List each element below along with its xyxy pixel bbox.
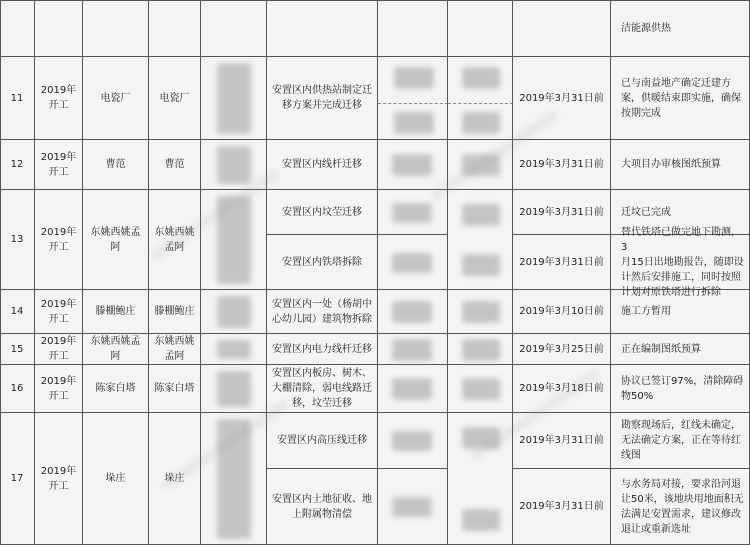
start-year-cell: 2019年 开工 bbox=[35, 334, 83, 365]
redacted-blur bbox=[392, 431, 432, 451]
redacted-blur bbox=[394, 112, 434, 134]
redacted-blur bbox=[462, 112, 500, 134]
deadline-cell: 2019年3月10日前 bbox=[513, 290, 611, 334]
redacted-blur bbox=[392, 497, 432, 517]
progress-note-cell: 正在编制图纸预算 bbox=[611, 334, 750, 365]
redacted-blur bbox=[462, 378, 500, 400]
row-number: 12 bbox=[0, 140, 35, 190]
village-cell: 陈家白塔 bbox=[149, 365, 201, 413]
progress-note-cell: 大项目办审核图纸预算 bbox=[611, 140, 750, 190]
redacted-cell bbox=[378, 0, 448, 57]
deadline-cell: 2019年3月31日前 bbox=[513, 413, 611, 469]
row-number bbox=[0, 0, 35, 57]
redacted-blur bbox=[392, 301, 432, 323]
location-cell: 曹范 bbox=[83, 140, 149, 190]
task-cell: 安置区内板房、树木、 大棚清除，弱电线路迁 移，坟茔迁移 bbox=[267, 365, 378, 413]
task-cell: 安置区内电力线杆迁移 bbox=[267, 334, 378, 365]
row-number: 14 bbox=[0, 290, 35, 334]
task-cell bbox=[267, 0, 378, 57]
location-cell bbox=[83, 0, 149, 57]
start-year-cell: 2019年 开工 bbox=[35, 140, 83, 190]
task-cell: 安置区内铁塔拆除 bbox=[267, 235, 378, 290]
village-cell: 电瓷厂 bbox=[149, 57, 201, 140]
deadline-cell bbox=[513, 0, 611, 57]
progress-note-cell: 替代铁塔已做完地下勘测，3 月15日出地勘报告，随即设 计然后安排施工，同时按照 计划对原铁塔进行拆除 bbox=[611, 235, 750, 290]
start-year-cell: 2019年 开工 bbox=[35, 290, 83, 334]
progress-note-cell: 洁能源供热 bbox=[611, 0, 750, 57]
progress-note-cell: 施工方暂用 bbox=[611, 290, 750, 334]
task-cell: 安置区内一处（杨胡中 心幼儿园）建筑物拆除 bbox=[267, 290, 378, 334]
progress-note-cell: 已与南益地产确定迁建方 案，供暖结束即实施，确保 按期完成 bbox=[611, 57, 750, 140]
task-cell: 安置区内土地征收、地 上附属物清偿 bbox=[267, 469, 378, 545]
location-cell: 东姚西姚孟 阿 bbox=[83, 334, 149, 365]
redacted-blur bbox=[462, 301, 500, 323]
progress-note-cell: 协议已签订97%，清除障碍 物50% bbox=[611, 365, 750, 413]
row-number: 16 bbox=[0, 365, 35, 413]
redacted-blur bbox=[462, 254, 500, 276]
redacted-cell bbox=[201, 0, 267, 57]
deadline-cell: 2019年3月31日前 bbox=[513, 235, 611, 290]
redacted-blur bbox=[392, 339, 432, 361]
redacted-blur bbox=[392, 203, 432, 223]
redacted-blur bbox=[217, 63, 251, 134]
start-year-cell: 2019年 开工 bbox=[35, 190, 83, 290]
task-cell: 安置区内高压线迁移 bbox=[267, 413, 378, 469]
deadline-cell: 2019年3月25日前 bbox=[513, 334, 611, 365]
location-cell: 陈家白塔 bbox=[83, 365, 149, 413]
deadline-cell: 2019年3月31日前 bbox=[513, 190, 611, 235]
village-cell: 滕棚鲍庄 bbox=[149, 290, 201, 334]
village-cell bbox=[149, 0, 201, 57]
task-cell: 安置区内线杆迁移 bbox=[267, 140, 378, 190]
redacted-blur bbox=[394, 67, 434, 89]
village-cell: 东姚西姚 孟阿 bbox=[149, 334, 201, 365]
deadline-cell: 2019年3月31日前 bbox=[513, 57, 611, 140]
row-number: 11 bbox=[0, 57, 35, 140]
redacted-blur bbox=[392, 378, 432, 400]
start-year-cell: 2019年 开工 bbox=[35, 365, 83, 413]
redacted-blur bbox=[462, 204, 500, 226]
task-cell: 安置区内供热站制定迁 移方案并完成迁移 bbox=[267, 57, 378, 140]
progress-note-cell: 迁坟已完成 bbox=[611, 190, 750, 235]
location-cell: 垛庄 bbox=[83, 413, 149, 545]
redacted-blur bbox=[217, 146, 251, 184]
redacted-cell bbox=[448, 0, 513, 57]
deadline-cell: 2019年3月31日前 bbox=[513, 469, 611, 545]
redacted-blur bbox=[392, 154, 432, 176]
redacted-blur bbox=[217, 296, 251, 328]
location-cell: 电瓷厂 bbox=[83, 57, 149, 140]
row-number: 15 bbox=[0, 334, 35, 365]
village-cell: 东姚西姚 孟阿 bbox=[149, 190, 201, 290]
row-number: 13 bbox=[0, 190, 35, 290]
village-cell: 垛庄 bbox=[149, 413, 201, 545]
start-year-cell: 2019年 开工 bbox=[35, 413, 83, 545]
village-cell: 曹范 bbox=[149, 140, 201, 190]
progress-note-cell: 与水务局对接，要求沿河退 让50米，该地块用地面积无 法满足安置需求，建议修改 退让或重新选址 bbox=[611, 469, 750, 545]
deadline-cell: 2019年3月18日前 bbox=[513, 365, 611, 413]
redacted-blur bbox=[462, 509, 500, 531]
start-year-cell bbox=[35, 0, 83, 57]
redacted-blur bbox=[392, 253, 432, 273]
location-cell: 滕棚鲍庄 bbox=[83, 290, 149, 334]
redacted-blur bbox=[217, 371, 251, 407]
redacted-blur bbox=[462, 67, 500, 89]
row-number: 17 bbox=[0, 413, 35, 545]
deadline-cell: 2019年3月31日前 bbox=[513, 140, 611, 190]
task-cell: 安置区内坟茔迁移 bbox=[267, 190, 378, 235]
location-cell: 东姚西姚孟 阿 bbox=[83, 190, 149, 290]
redacted-blur bbox=[462, 339, 500, 361]
progress-note-cell: 勘察现场后，红线未确定， 无法确定方案，正在等待红 线图 bbox=[611, 413, 750, 469]
redacted-blur bbox=[217, 340, 251, 359]
start-year-cell: 2019年 开工 bbox=[35, 57, 83, 140]
